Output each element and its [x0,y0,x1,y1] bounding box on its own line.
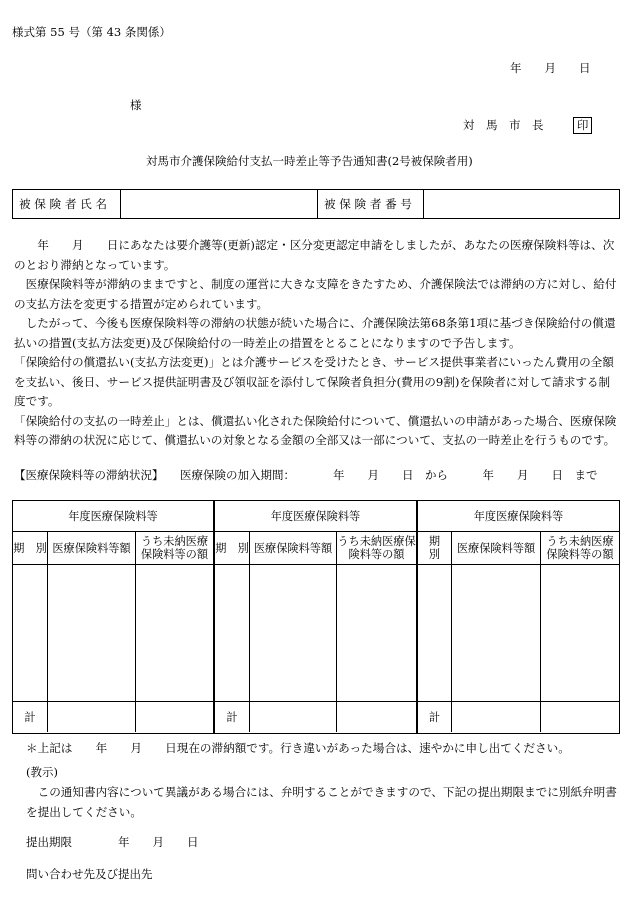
col-period-header: 期 別 [418,532,452,564]
form-number: 様式第 55 号（第 43 条関係） [12,25,171,39]
col-unpaid-header: うち未納医療保険料等の額 [337,535,416,561]
premium-table-header: 年度医療保険料等 [68,509,158,523]
contact-label: 問い合わせ先及び提出先 [26,867,153,881]
total-label: 計 [215,702,250,732]
issuer-name [463,117,592,134]
body-paragraph: 「保険給付の償還払い(支払方法変更)」とは介護サービスを受けたとき、サービス提供事業者にいったん費用の全額を支払い、後日、サービス提供証明書及び領収証を添付して保険者負担分(費用の9割)を保険者に対して請求する制度です。 [14,355,614,408]
premium-table [417,500,620,734]
body-paragraph: 「保険給付の支払の一時差止」とは、償還払い化された保険給付について、償還払いの申請があった場合、医療保険料等の滞納の状況に応じて、償還払いの対象となる金額の全部又は一部について、支払の一時差止を行うものです。 [14,413,617,447]
body-paragraph: したがって、今後も医療保険料等の滞納の状態が続いた場合に、介護保険法第68条第1項に基づき保険給付の償還払いの措置(支払方法変更)及び保険給付の一時差止の措置をとることになりますので予告します。 [14,316,616,350]
insured-number-label: 被 保 険 者 番 号 [318,190,424,219]
body-text [14,236,620,451]
period-label: 医療保険の加入期間： [180,468,295,482]
total-label: 計 [13,702,48,732]
current-date-note: ＊上記は 年 月 日現在の滞納額です。行き違いがあった場合は、速やかに申し出てください。 [26,741,570,755]
col-amount-header: 医療保険料等額 [48,532,136,564]
premium-table-header: 年度医療保険料等 [270,509,361,523]
premium-table [12,500,214,734]
insured-info-table [12,189,620,219]
insured-number-field[interactable] [424,190,620,219]
insured-name-field[interactable] [121,190,318,219]
period-range: 年 月 日 から 年 月 日 まで [333,468,598,482]
insured-name-label: 被 保 険 者 氏 名 [13,190,121,219]
instruction-heading: (教示) [26,765,58,779]
col-period-header: 期 別 [13,532,48,564]
col-amount-header: 医療保険料等額 [250,532,337,564]
issuer-title: 対 馬 市 長 [463,118,544,132]
premium-table-header: 年度医療保険料等 [473,509,564,523]
seal-mark: 印 [573,117,593,134]
col-unpaid-header: うち未納医療保険料等の額 [546,535,614,561]
body-paragraph: 年 月 日にあなたは要介護等(更新)認定・区分変更認定申請をしましたが、あなたの医療保険料等は、次のとおり滞納となっています。 [14,238,615,272]
instruction-text: この通知書内容について異議がある場合には、弁明することができますので、下記の提出期限までに別紙弁明書を提出してください。 [26,785,617,819]
total-label: 計 [418,702,452,732]
col-unpaid-header: うち未納医療保険料等の額 [140,535,209,561]
delinquency-heading: 【医療保険料等の滞納状況】 [14,468,164,482]
premium-table [214,500,417,734]
body-paragraph: 医療保険料等が滞納のままですと、制度の運営に大きな支障をきたすため、介護保険法では滞納の方に対し、給付の支払方法を変更する措置が定められています。 [14,277,617,311]
date-line: 年 月 日 [510,61,591,75]
deadline-label: 提出期限 [26,835,72,849]
addressee-suffix: 様 [130,98,142,112]
col-amount-header: 医療保険料等額 [452,532,541,564]
col-period-header: 期 別 [215,532,250,564]
deadline-value: 年 月 日 [118,835,199,849]
page-title: 対馬市介護保険給付支払一時差止等予告通知書(2号被保険者用) [146,154,473,168]
